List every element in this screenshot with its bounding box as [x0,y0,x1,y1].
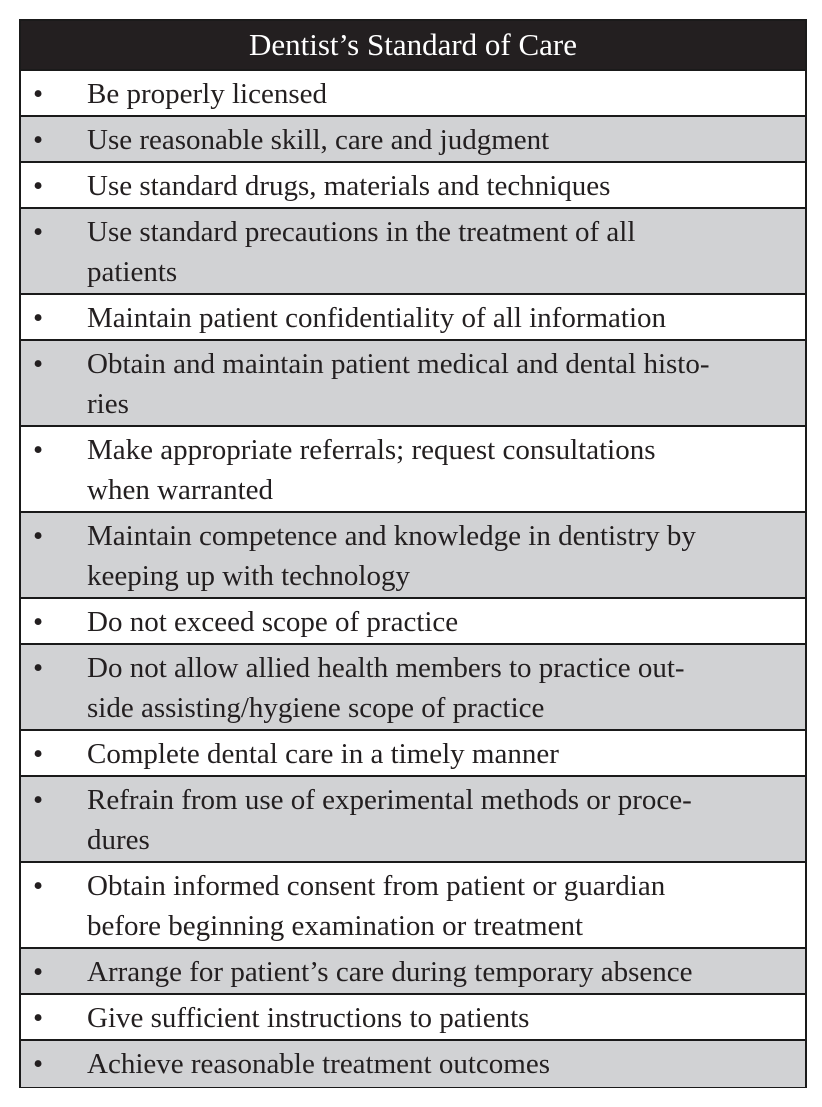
row-text-line: Maintain competence and knowledge in dentistry by [87,520,696,552]
row-text-line: Use standard precautions in the treatment of all [87,216,636,248]
bullet-icon: • [33,784,44,816]
table-row [21,599,805,645]
bullet-icon: • [33,216,44,248]
row-text-line: Give sufficient instructions to patients [87,1002,530,1034]
bullet-icon: • [33,78,44,110]
standard-of-care-table [19,19,807,1088]
table-row [21,1041,805,1087]
table-row [21,777,805,863]
bullet-icon: • [33,606,44,638]
row-text [87,71,805,114]
row-text [87,295,805,338]
row-text-line: Obtain informed consent from patient or guardian [87,870,666,902]
row-text-line: Be properly licensed [87,78,327,110]
row-text-line: when warranted [87,474,273,506]
bullet-icon: • [33,434,44,466]
table-row [21,427,805,513]
table-row [21,513,805,599]
row-text-line: Refrain from use of experimental methods or proce- [87,784,692,816]
row-text [87,341,805,424]
table-row [21,209,805,295]
table-row [21,341,805,427]
bullet-icon: • [33,520,44,552]
bullet-icon: • [33,302,44,334]
table-row [21,71,805,117]
bullet-icon: • [33,652,44,684]
bullet-icon: • [33,738,44,770]
table-title: Dentist’s Standard of Care [21,21,805,71]
table-row [21,863,805,949]
table-row [21,731,805,777]
row-text [87,513,805,596]
table-row [21,295,805,341]
row-text [87,863,805,946]
table-row [21,995,805,1041]
row-text [87,949,805,992]
table-row [21,949,805,995]
row-text [87,731,805,774]
row-text-line: patients [87,256,178,288]
row-text-line: Maintain patient confidentiality of all information [87,302,667,334]
row-text-line: Do not allow allied health members to practice out- [87,652,685,684]
row-text-line: Arrange for patient’s care during temporary absence [87,956,693,988]
row-text [87,995,805,1038]
row-text-line: Make appropriate referrals; request consultations [87,434,656,466]
row-text [87,599,805,642]
bullet-icon: • [33,170,44,202]
table-row [21,645,805,731]
row-text-line: Do not exceed scope of practice [87,606,459,638]
bullet-icon: • [33,348,44,380]
row-text-line: before beginning examination or treatment [87,910,584,942]
row-text [87,1041,805,1084]
row-text-line: Achieve reasonable treatment outcomes [87,1048,550,1080]
table-body [21,71,805,1087]
bullet-icon: • [33,1002,44,1034]
row-text-line: keeping up with technology [87,560,410,592]
row-text-line: side assisting/hygiene scope of practice [87,692,545,724]
row-text [87,163,805,206]
row-text [87,209,805,292]
bullet-icon: • [33,870,44,902]
row-text [87,645,805,728]
row-text-line: Use reasonable skill, care and judgment [87,124,550,156]
row-text-line: Obtain and maintain patient medical and dental histo- [87,348,710,380]
row-text-line: ries [87,388,129,420]
row-text [87,777,805,860]
row-text-line: dures [87,824,150,856]
row-text-line: Complete dental care in a timely manner [87,738,559,770]
bullet-icon: • [33,1048,44,1080]
bullet-icon: • [33,956,44,988]
table-row [21,163,805,209]
row-text-line: Use standard drugs, materials and techniques [87,170,611,202]
table-row [21,117,805,163]
row-text [87,427,805,510]
bullet-icon: • [33,124,44,156]
row-text [87,117,805,160]
